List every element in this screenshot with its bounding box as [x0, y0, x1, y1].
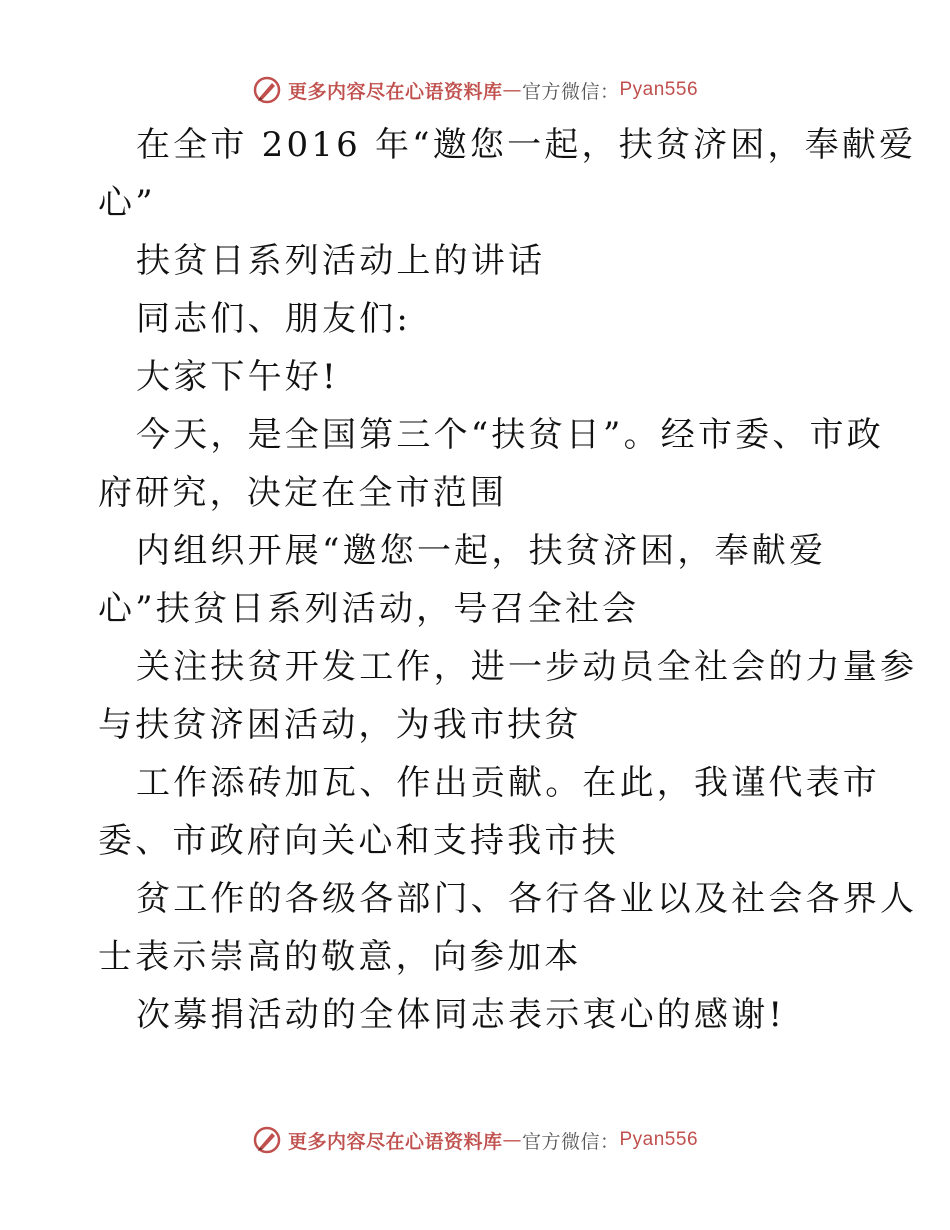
footer-banner [0, 1120, 950, 1160]
banner-dash: — [502, 1129, 522, 1151]
text-line: 心” [98, 183, 156, 223]
text-line: 委、市政府向关心和支持我市扶 [98, 821, 619, 861]
text-line: 内组织开展“邀您一起，扶贫济困，奉献爱 [136, 531, 827, 571]
banner-brand: 更多内容尽在心语资料库 [287, 80, 503, 103]
document-body [98, 116, 918, 1044]
banner-brand: 更多内容尽在心语资料库 [287, 1130, 503, 1153]
text-line: 关注扶贫开发工作，进一步动员全社会的力量参 [136, 647, 918, 687]
banner-wechat-id: Pyan556 [619, 79, 699, 100]
text-line: 心”扶贫日系列活动，号召全社会 [98, 589, 640, 629]
banner-wechat-id: Pyan556 [619, 1129, 699, 1150]
text-line: 工作添砖加瓦、作出贡献。在此，我谨代表市 [136, 763, 880, 803]
text-line: 与扶贫济困活动，为我市扶贫 [98, 705, 582, 745]
text-line: 府研究，决定在全市范围 [98, 473, 508, 513]
text-line: 贫工作的各级各部门、各行各业以及社会各界人 [136, 879, 918, 919]
pen-logo-icon [252, 75, 282, 105]
text-line: 士表示崇高的敬意，向参加本 [98, 937, 582, 977]
banner-dash: — [502, 79, 522, 101]
header-banner [0, 70, 950, 110]
text-line: 扶贫日系列活动上的讲话 [136, 241, 546, 281]
banner-wechat-label: 官方微信： [521, 80, 620, 103]
pen-logo-icon [252, 1125, 282, 1155]
text-line: 同志们、朋友们: [136, 299, 412, 339]
banner-wechat-label: 官方微信： [521, 1130, 620, 1153]
text-line: 在全市 2016 年“邀您一起，扶贫济困，奉献爱 [136, 125, 917, 165]
text-line: 大家下午好! [136, 357, 339, 397]
text-line: 次募捐活动的全体同志表示衷心的感谢! [136, 995, 786, 1035]
text-line: 今天，是全国第三个“扶贫日”。经市委、市政 [136, 415, 884, 455]
